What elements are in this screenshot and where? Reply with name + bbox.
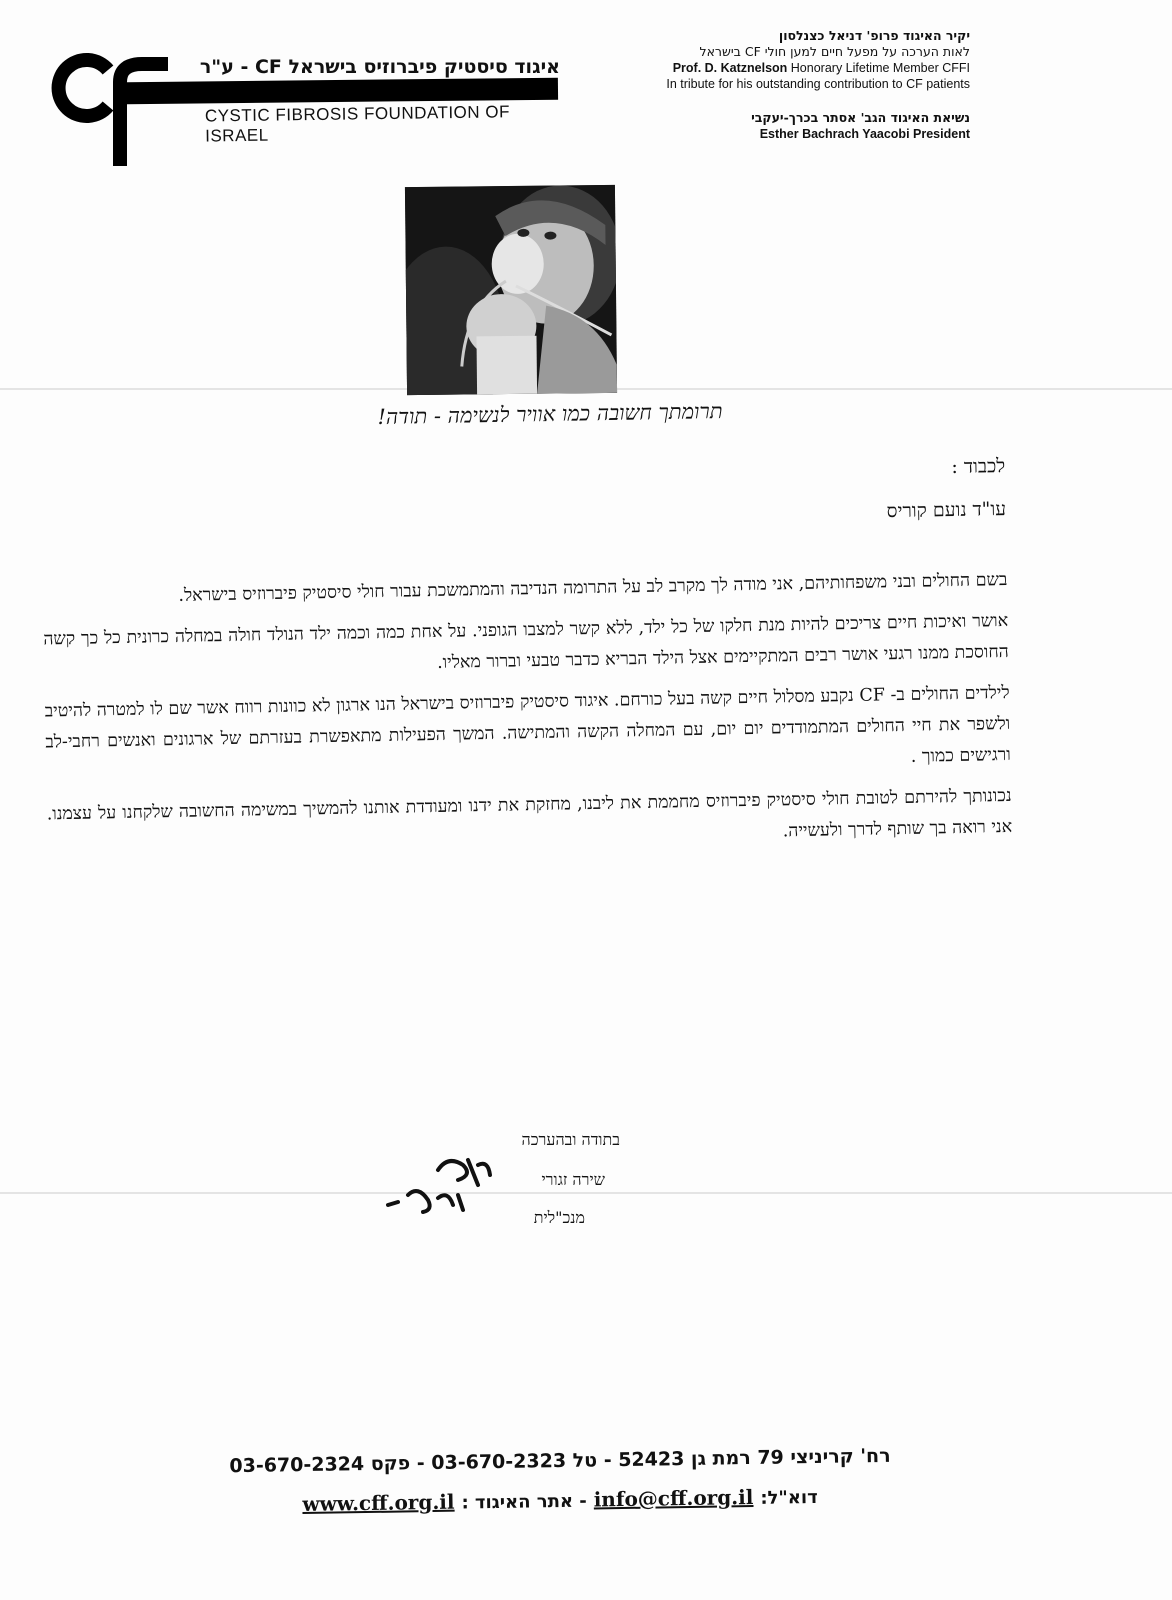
footer-contact: רח' קריניצי 79 רמת גן 52423 - טל 03-670-2323 - פקס 03-670-2324: [229, 1444, 891, 1478]
child-photo-illustration: [405, 185, 617, 395]
cf-logo-icon: [50, 48, 170, 166]
honorary-member-he: יקיר האיגוד פרופ' דניאל כצנלסון: [778, 28, 970, 43]
handwritten-signature-icon: [378, 1150, 498, 1230]
honorary-tribute-he: לאות הערכה על מפעל חיים למען חולי CF בישראל: [699, 44, 970, 59]
footer-fax: 03-670-2324: [229, 1453, 365, 1478]
honorary-name-en: Prof. D. Katznelson: [672, 61, 788, 75]
closing: בתודה ובהערכה: [521, 1130, 620, 1149]
footer-address: רח' קריניצי 79 רמת גן 52423: [618, 1444, 891, 1472]
president-he: נשיאת האיגוד הגב' אסתר בכרך-יעקבי: [751, 110, 970, 125]
greeting: לכבוד :: [951, 455, 1006, 479]
footer-online: דוא"ל: info@cff.org.il - אתר האיגוד : www.cff.org.il: [302, 1484, 818, 1517]
footer-fax-label: פקס: [370, 1452, 411, 1475]
slogan: תרומתך חשובה כמו אוויר לנשימה - תודה!: [377, 398, 723, 430]
addressee: עו"ד נועם קוריס: [886, 497, 1007, 523]
president-title-en: President: [913, 127, 970, 141]
signer-title: מנכ"לית: [533, 1208, 585, 1227]
org-name-hebrew: איגוד סיסטיק פיברוזיס בישראל CF - ע"ר: [199, 56, 560, 78]
logo-bar: [118, 78, 558, 105]
letter-paragraph: נכונותך להירתם לטובת חולי סיסטיק פיברוזיס מחממת את ליבנו, מחזקת את ידנו ומעודדת אותנו להמשיך במשימה החשובה שלקחנו על עצמנו. אני רואה בך שותף לדרך ולעשייה.: [46, 785, 1013, 842]
org-name-english: CYSTIC FIBROSIS FOUNDATION OF ISRAEL: [204, 102, 511, 146]
honorary-tribute-en: In tribute for his outstanding contribution to CF patients: [666, 77, 970, 91]
president-name-en: Esther Bachrach Yaacobi: [759, 127, 910, 141]
footer-email-label: דוא"ל:: [760, 1486, 818, 1509]
child-oxygen-mask-photo: [405, 185, 617, 395]
footer-site-link[interactable]: www.cff.org.il: [302, 1489, 455, 1517]
footer-email-link[interactable]: info@cff.org.il: [593, 1484, 754, 1512]
header-credits: [600, 28, 970, 142]
footer-phone: 03-670-2323: [431, 1449, 567, 1475]
letter-paragraph: בשם החולים ובני משפחותיהם, אני מודה לך מקרב לב על התרומה הנדיבה והמתמשכת עבור חולי סיסטיק פיברוזיס בישראל.: [178, 569, 1008, 606]
signer-name: שירה זגורי: [541, 1170, 605, 1189]
letter-body: [40, 455, 1012, 871]
honorary-title-en: Honorary Lifetime Member CFFI: [790, 61, 970, 75]
president-en: [600, 126, 970, 142]
footer-phone-label: טל: [572, 1449, 598, 1472]
footer-site-label: אתר האיגוד :: [461, 1490, 574, 1514]
honorary-member-en: [600, 60, 970, 76]
letter-paragraph: לילדים החולים ב- CF נקבע מסלול חיים קשה בעל כורחם. איגוד סיסטיק פיברוזיס בישראל הנו ארגון לא כוונות רווח אשר שם לו למטרה להיטיב ולשפר את חיי החולים המתמודדים יום יום, עם המחלה הקשה והמתישה. המשך הפעילות מתאפשרת בעזרתם של ארגונים ואנשים רחבי-לב ורגישים כמוך .: [44, 682, 1011, 767]
letter-paragraph: אושר ואיכות חיים צריכים להיות מנת חלקו של כל ילד, ללא קשר למצבו הגופני. על אחת כמה וכמה ילד הנולד חולה במחלה כרונית כל כך קשה החוסכת ממנו רגעי אושר רבים המתקיימים אצל הילד הבריא כדבר טבעי וברור מאליו.: [43, 610, 1009, 673]
